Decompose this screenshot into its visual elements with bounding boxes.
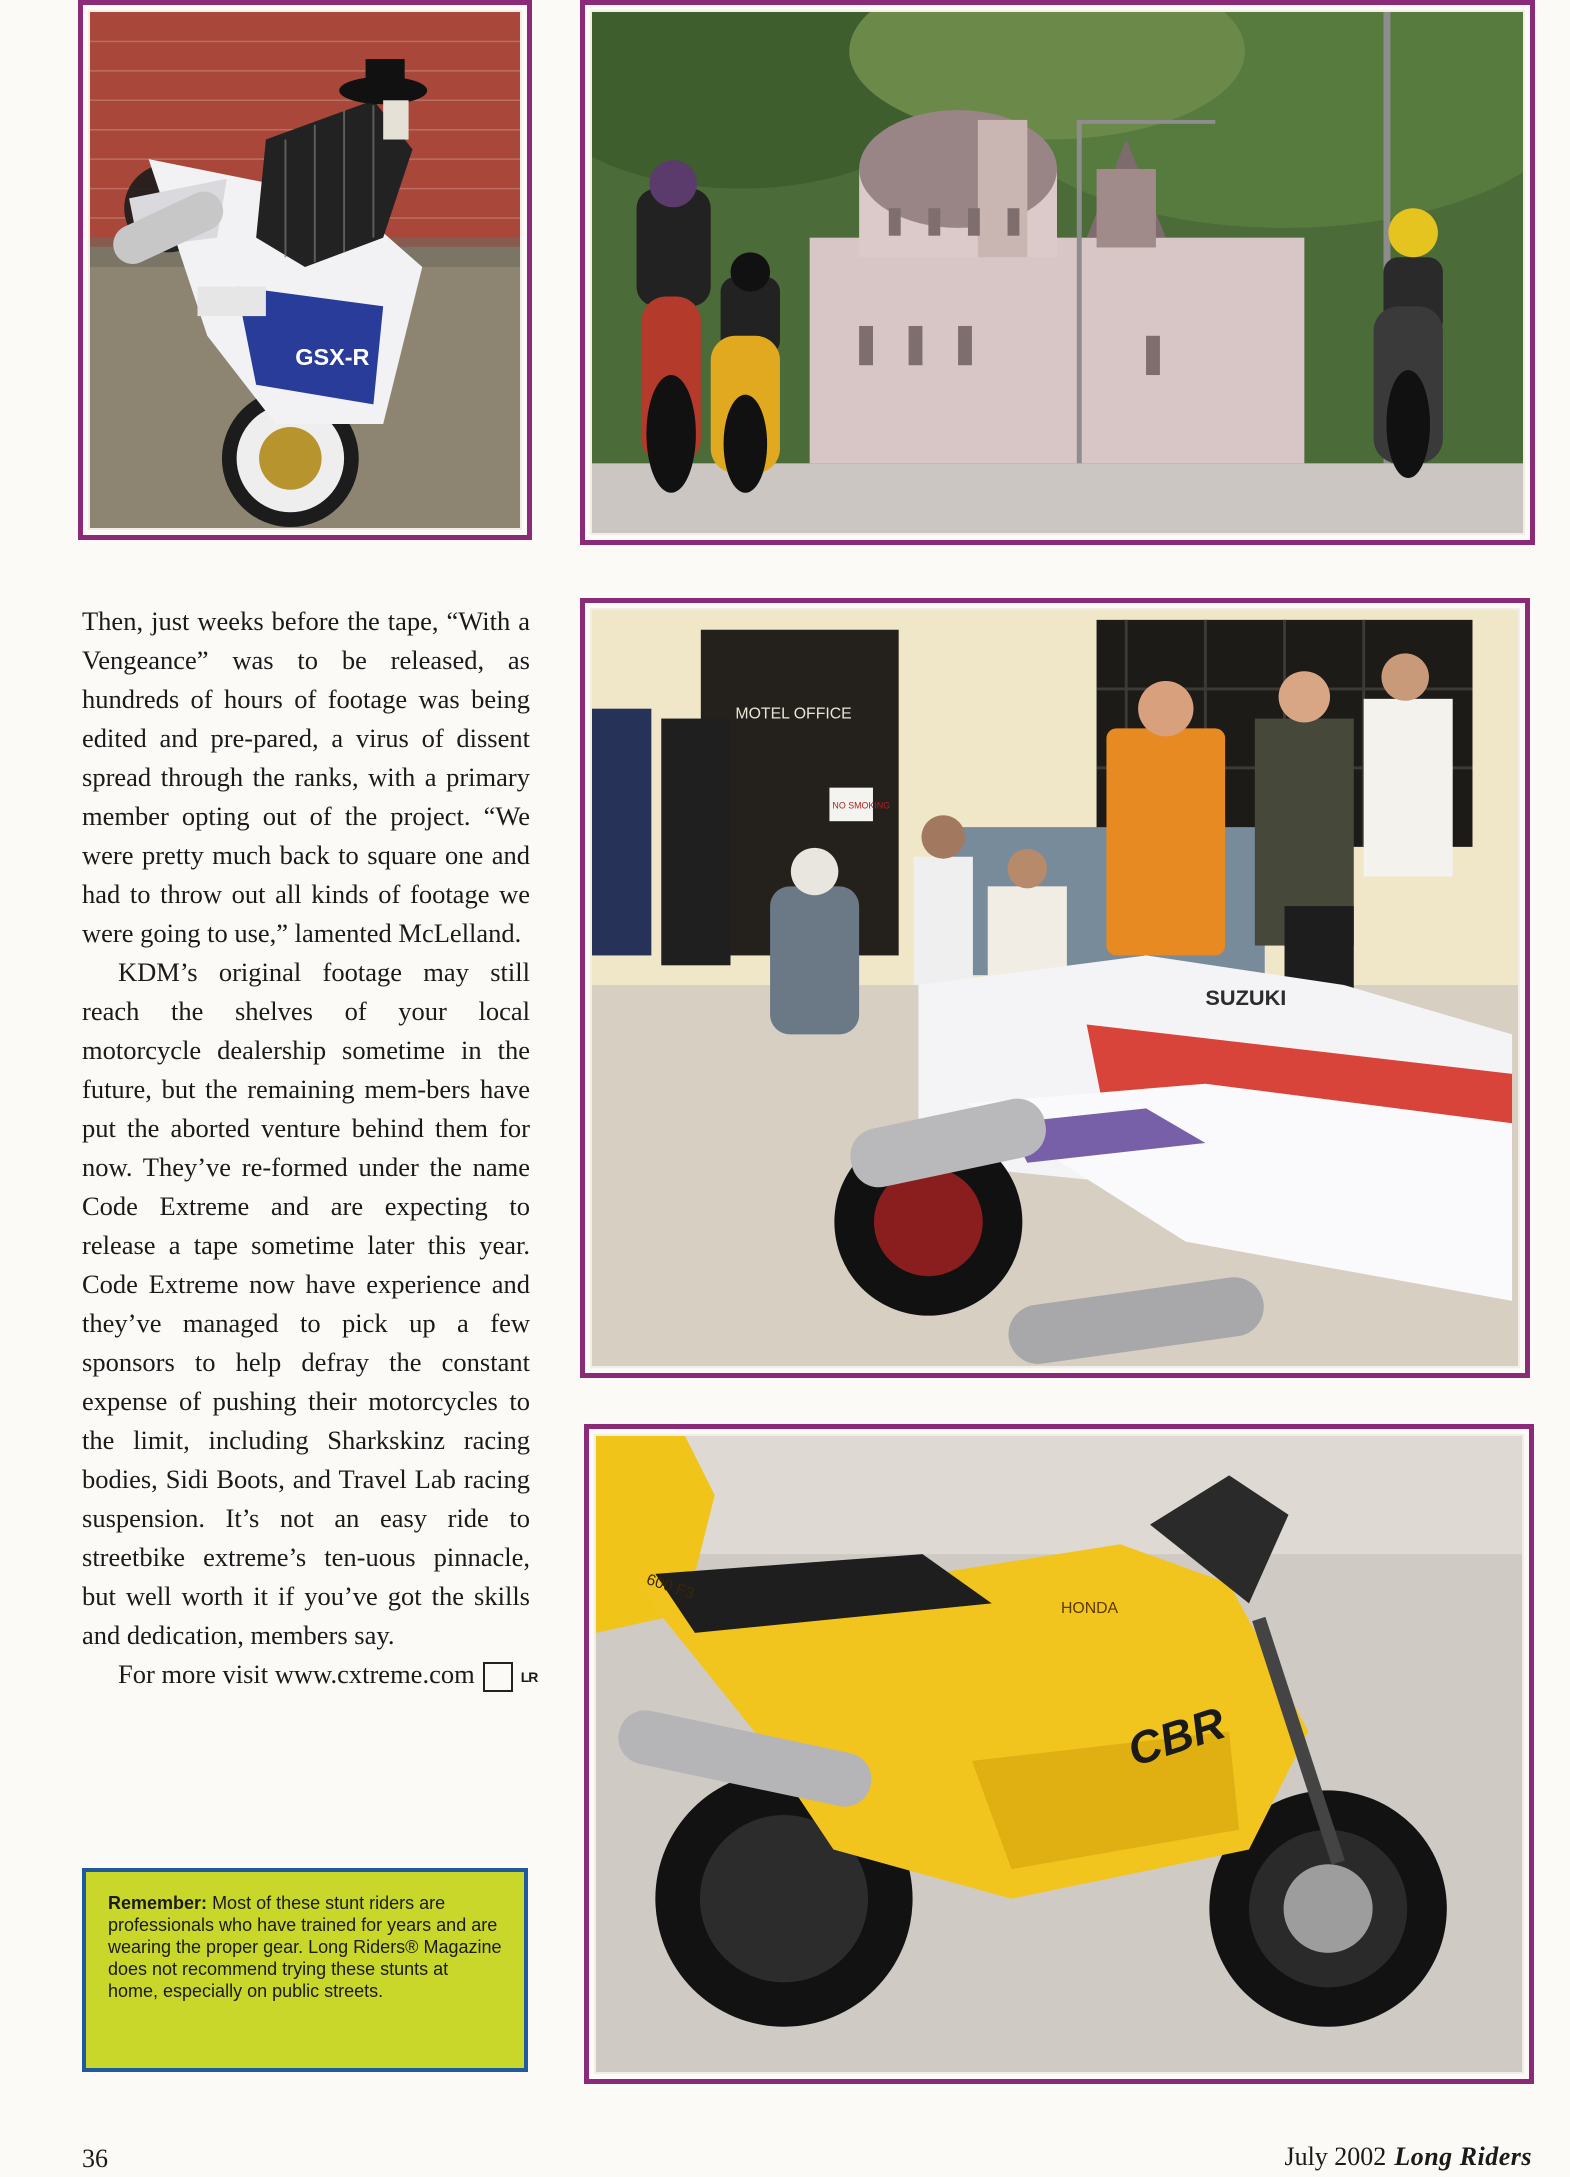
photo-yellow-honda bbox=[584, 1424, 1534, 2084]
cbr-side-text: CBR bbox=[1121, 1697, 1232, 1776]
suzuki-fairing-text: SUZUKI bbox=[1205, 984, 1287, 1010]
article-paragraph: Then, just weeks before the tape, “With a Vengeance” was to be released, as hundreds of hours of footage was being edited and pre-pared, a virus of dissent spread through the ranks, with a primary member opting out of the project. “We were pretty much back to square one and had to throw out all kinds of footage we were going to use,” lamented McLelland. bbox=[82, 606, 530, 948]
callout-text: Most of these stunt riders are professionals who have trained for years and are wearing the proper gear. Long Riders® Magazine does not recommend trying these stunts at home, especially on public streets. bbox=[108, 1893, 502, 2001]
group-wheelie-illustration bbox=[592, 12, 1523, 533]
end-mark-icon: LR bbox=[483, 1662, 513, 1692]
magazine-brand: Long Riders bbox=[1394, 2142, 1532, 2171]
callout-lead: Remember: bbox=[108, 1893, 208, 1913]
photo-group-wheelies bbox=[580, 0, 1535, 545]
yellow-honda-illustration bbox=[596, 1436, 1522, 2072]
photo-wheelie-stunt bbox=[78, 0, 532, 540]
article-body bbox=[82, 602, 538, 1694]
motel-office-sign: MOTEL OFFICE bbox=[735, 705, 852, 723]
photo-crowd-motel bbox=[580, 598, 1530, 1378]
honda-tail-text: 600 F3 bbox=[644, 1571, 697, 1603]
visit-line bbox=[82, 1655, 538, 1694]
article-paragraph: KDM’s original footage may still reach the shelves of your local motorcycle dealership sometime in the future, but the remaining mem-bers have put the aborted venture behind them for now. They’ve re-formed under the name Code Extreme and are expecting to release a tape sometime later this year. Code Extreme now have experience and they’ve managed to pick up a few sponsors to help defray the constant expense of pushing their motorcycles to the limit, including Sharkskinz racing bodies, Sidi Boots, and Travel Lab racing suspension. It’s not an easy ride to streetbike extreme’s ten-uous pinnacle, but well worth it if you’ve got the skills and dedication, members say. bbox=[82, 957, 530, 1650]
page-number: 36 bbox=[82, 2144, 108, 2173]
remember-callout bbox=[82, 1868, 528, 2072]
no-smoking-sign: NO SMOKING bbox=[832, 800, 891, 811]
footer-issue bbox=[1284, 2142, 1532, 2172]
honda-tank-text: HONDA bbox=[1060, 1600, 1119, 1618]
crowd-illustration bbox=[592, 610, 1518, 1366]
visit-text: For more visit www.cxtreme.com bbox=[118, 1659, 475, 1689]
wheelie-bike-text: GSX-R bbox=[295, 344, 370, 371]
issue-date: July 2002 bbox=[1284, 2142, 1387, 2171]
wheelie-illustration bbox=[90, 12, 520, 528]
